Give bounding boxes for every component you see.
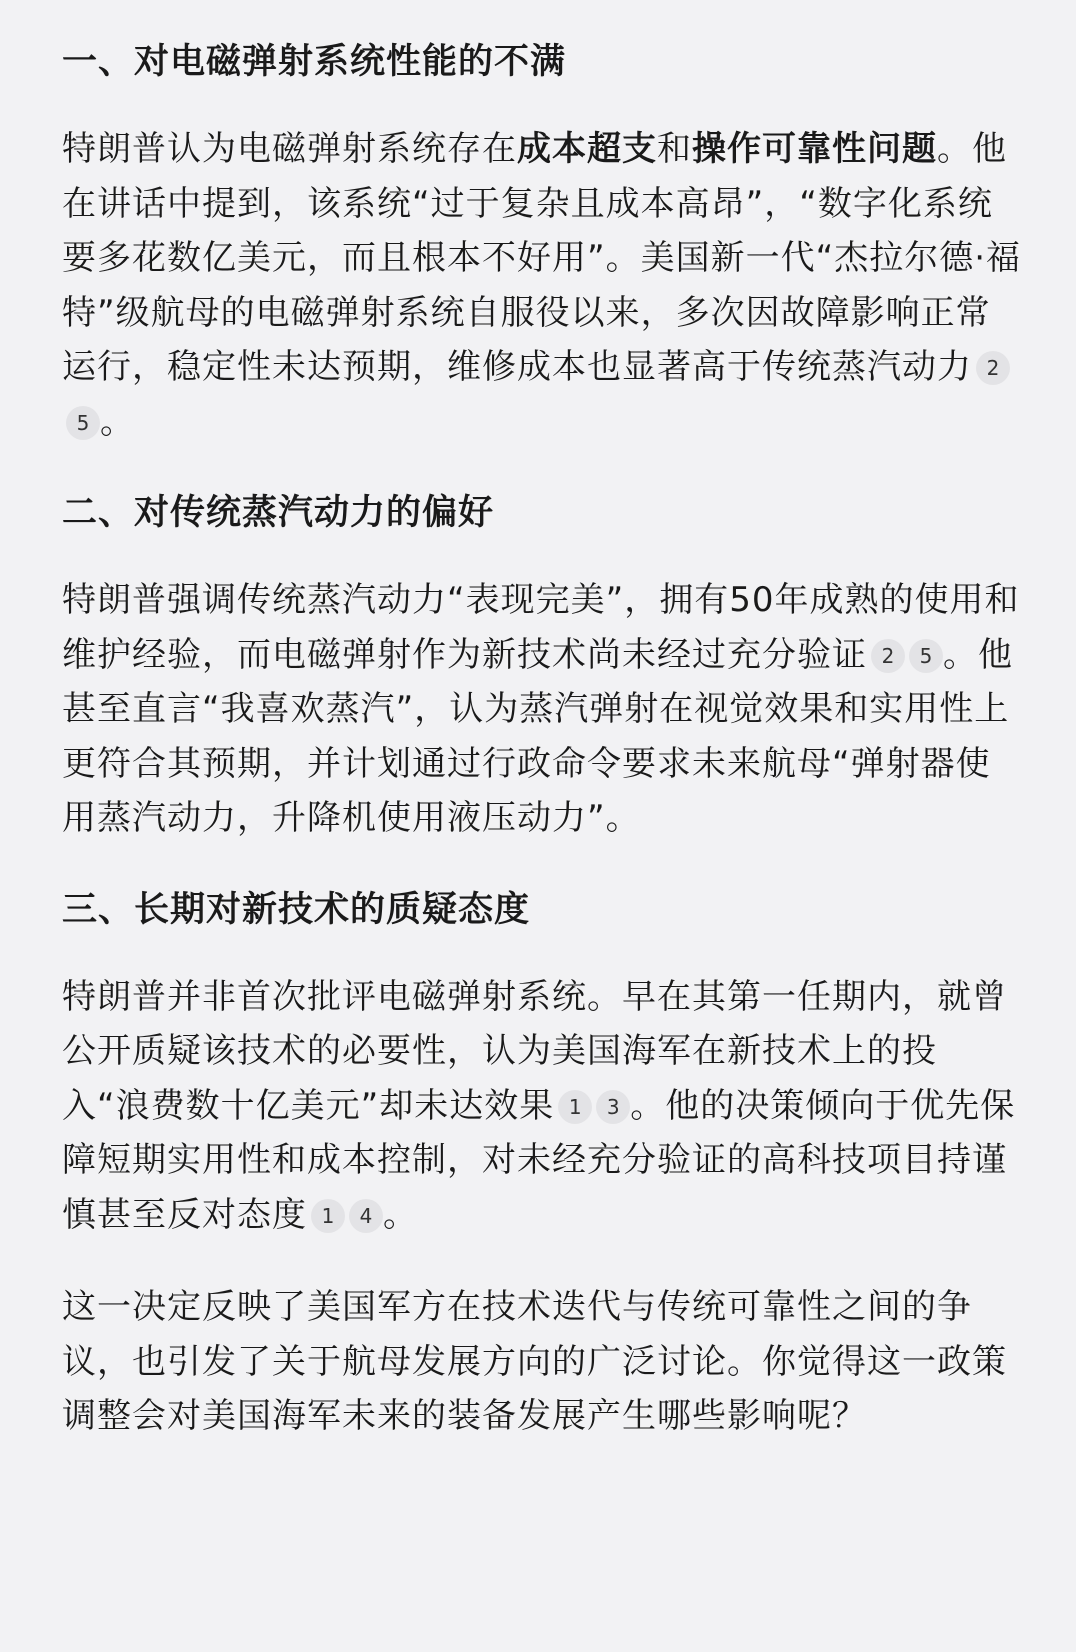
- section1-text-a: 特朗普认为电磁弹射系统存在: [62, 129, 517, 169]
- section3-text-b: 。他的决策倾向于优先保障短期实用性和成本控制，对未经充分验证的高科技项目持谨慎甚至反对态度: [62, 1085, 1016, 1235]
- article-content: [62, 34, 1022, 1444]
- section2-heading: 二、对传统蒸汽动力的偏好: [62, 493, 495, 533]
- section2-paragraph: [62, 573, 1022, 846]
- citation-badge[interactable]: 3: [596, 1090, 630, 1124]
- section1-paragraph: [62, 122, 1022, 449]
- section3-paragraph: [62, 970, 1022, 1243]
- section1-text-end: 。: [100, 401, 135, 442]
- section2-text-b: 。他甚至直言“我喜欢蒸汽”，认为蒸汽弹射在视觉效果和实用性上更符合其预期，并计划通过行政命令要求未来航母“弹射器使用蒸汽动力，升降机使用液压动力”。: [62, 634, 1013, 838]
- citation-badge[interactable]: 1: [311, 1199, 345, 1233]
- citation-badge[interactable]: 5: [66, 406, 100, 440]
- section3-heading: 三、长期对新技术的质疑态度: [62, 889, 531, 930]
- citation-badge[interactable]: 5: [909, 639, 943, 673]
- section1-bold-reliability: 操作可靠性问题: [692, 129, 937, 169]
- citation-badge[interactable]: 2: [976, 351, 1010, 385]
- citation-badge[interactable]: 4: [349, 1199, 383, 1233]
- section1-text-c: 和: [657, 129, 692, 169]
- citation-badge[interactable]: 1: [558, 1090, 592, 1124]
- citation-badge[interactable]: 2: [871, 639, 905, 673]
- section3-text-end: 。: [383, 1194, 418, 1235]
- conclusion-paragraph: 这一决定反映了美国军方在技术迭代与传统可靠性之间的争议，也引发了关于航母发展方向的广泛讨论。你觉得这一政策调整会对美国海军未来的装备发展产生哪些影响呢？: [62, 1287, 1007, 1436]
- section2-text-a: 特朗普强调传统蒸汽动力“表现完美”，拥有50年成熟的使用和维护经验，而电磁弹射作为新技术尚未经过充分验证: [62, 580, 1020, 675]
- section1-bold-cost: 成本超支: [517, 129, 657, 169]
- section1-text-e: 。他在讲话中提到，该系统“过于复杂且成本高昂”，“数字化系统要多花数亿美元，而且根本不好用”。美国新一代“杰拉尔德·福特”级航母的电磁弹射系统自服役以来，多次因故障影响正常运行，稳定性未达预期，维修成本也显著高于传统蒸汽动力: [62, 129, 1022, 387]
- section3-text-a: 特朗普并非首次批评电磁弹射系统。早在其第一任期内，就曾公开质疑该技术的必要性，认为美国海军在新技术上的投入“浪费数十亿美元”却未达效果: [62, 976, 1007, 1126]
- section1-heading: 一、对电磁弹射系统性能的不满: [62, 42, 567, 82]
